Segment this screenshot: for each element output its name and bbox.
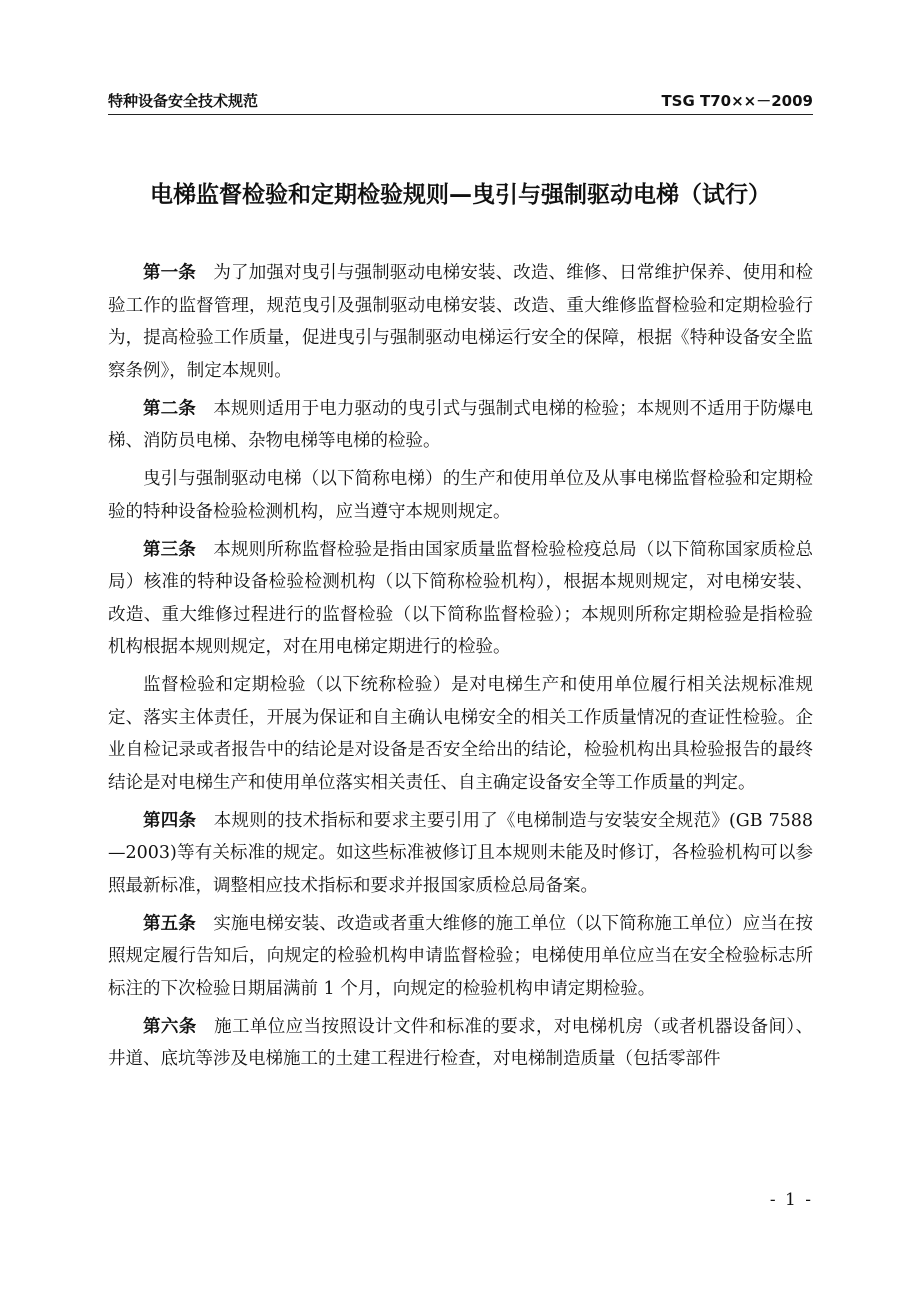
paragraph-article-4 (108, 805, 813, 903)
paragraph-article-3 (108, 534, 813, 664)
paragraph-article-5 (108, 908, 813, 1006)
article-label: 第五条 (143, 913, 196, 934)
paragraph-text: 本规则所称监督检验是指由国家质量监督检验检疫总局（以下简称国家质检总局）核准的特种设备检验检测机构（以下简称检验机构），根据本规则规定，对电梯安装、改造、重大维修过程进行的监督检验（以下简称监督检验）；本规则所称定期检验是指检验机构根据本规则规定，对在用电梯定期进行的检验。 (108, 539, 814, 657)
header-doc-code: TSG T70××－2009 (661, 92, 813, 110)
paragraph-article-1 (108, 257, 813, 387)
paragraph-article-2 (108, 393, 813, 458)
paragraph-text: 曳引与强制驱动电梯（以下简称电梯）的生产和使用单位及从事电梯监督检验和定期检验的特种设备检验检测机构，应当遵守本规则规定。 (108, 469, 813, 522)
header-spec-category: 特种设备安全技术规范 (108, 92, 259, 110)
paragraph-article-6 (108, 1011, 813, 1076)
page-header (108, 90, 813, 112)
document-body (108, 257, 813, 1081)
paragraph-text: 本规则的技术指标和要求主要引用了《电梯制造与安装安全规范》(GB 7588—2003)等有关标准的规定。如这些标准被修订且本规则未能及时修订，各检验机构可以参照最新标准，调整相应技术指标和要求并报国家质检总局备案。 (108, 810, 814, 896)
paragraph-text: 为了加强对曳引与强制驱动电梯安装、改造、维修、日常维护保养、使用和检验工作的监督管理，规范曳引及强制驱动电梯安装、改造、重大维修监督检验和定期检验行为，提高检验工作质量，促进曳引与强制驱动电梯运行安全的保障，根据《特种设备安全监察条例》，制定本规则。 (108, 263, 814, 381)
paragraph-article-2-cont (108, 463, 813, 528)
article-label: 第四条 (143, 810, 197, 831)
paragraph-text: 施工单位应当按照设计文件和标准的要求，对电梯机房（或者机器设备间）、井道、底坑等涉及电梯施工的土建工程进行检查，对电梯制造质量（包括零部件 (108, 1016, 814, 1069)
document-title: 电梯监督检验和定期检验规则—曳引与强制驱动电梯（试行） (150, 182, 771, 208)
article-label: 第六条 (143, 1016, 197, 1037)
paragraph-text: 实施电梯安装、改造或者重大维修的施工单位（以下简称施工单位）应当在按照规定履行告知后，向规定的检验机构申请监督检验；电梯使用单位应当在安全检验标志所标注的下次检验日期届满前 1 个月，向规定的检验机构申请定期检验。 (108, 913, 814, 999)
article-label: 第一条 (143, 263, 196, 283)
page-number: - 1 - (769, 1190, 813, 1210)
paragraph-text: 监督检验和定期检验（以下统称检验）是对电梯生产和使用单位履行相关法规标准规定、落实主体责任，开展为保证和自主确认电梯安全的相关工作质量情况的查证性检验。企业自检记录或者报告中的结论是对设备是否安全给出的结论，检验机构出具检验报告的最终结论是对电梯生产和使用单位落实相关责任、自主确定设备安全等工作质量的判定。 (108, 675, 813, 793)
paragraph-text: 本规则适用于电力驱动的曳引式与强制式电梯的检验；本规则不适用于防爆电梯、消防员电梯、杂物电梯等电梯的检验。 (108, 398, 814, 451)
header-divider (108, 114, 813, 115)
paragraph-article-3-cont (108, 669, 813, 799)
article-label: 第二条 (143, 398, 196, 419)
article-label: 第三条 (143, 539, 196, 560)
